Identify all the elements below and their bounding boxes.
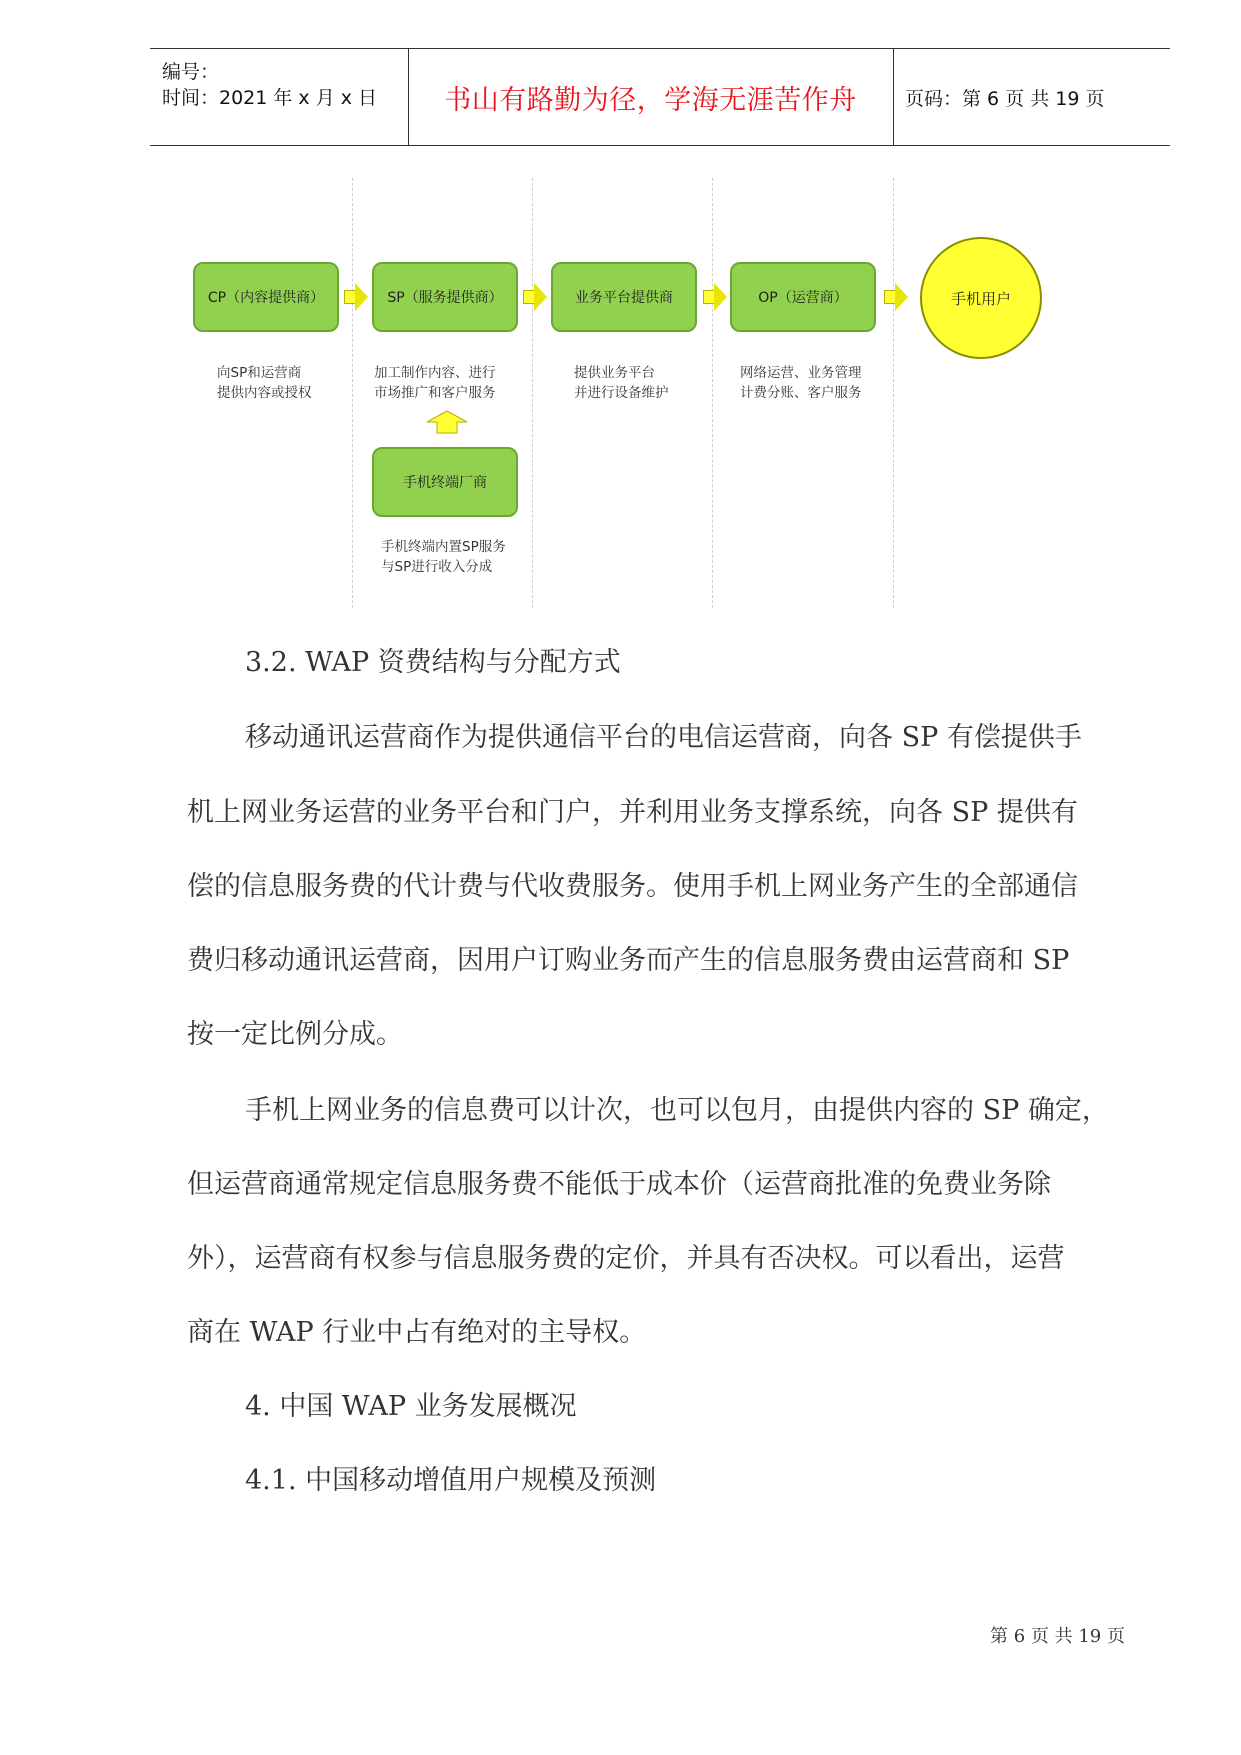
page-label: 页码：第 6 页 共 19 页 (905, 87, 1105, 110)
op-box: OP（运营商） (730, 262, 876, 332)
paragraph-line: 费归移动通讯运营商，因用户订购业务而产生的信息服务费由运营商和 SP (187, 945, 1070, 976)
sp-box: SP（服务提供商） (372, 262, 518, 332)
sp-note: 加工制作内容、进行 市场推广和客户服务 (374, 365, 496, 401)
paragraph-line: 外），运营商有权参与信息服务费的定价，并具有否决权。可以看出，运营 (187, 1243, 1065, 1274)
section-heading: 4.1. 中国移动增值用户规模及预测 (245, 1465, 657, 1496)
platform-note: 提供业务平台 并进行设备维护 (574, 365, 669, 401)
paragraph-line: 偿的信息服务费的代计费与代收费服务。使用手机上网业务产生的全部通信 (187, 871, 1078, 902)
platform-box: 业务平台提供商 (551, 262, 697, 332)
cp-note: 向SP和运营商 提供内容或授权 (217, 365, 312, 401)
page-footer: 第 6 页 共 19 页 (990, 1626, 1125, 1647)
paragraph-line: 移动通讯运营商作为提供通信平台的电信运营商，向各 SP 有偿提供手 (245, 722, 1082, 753)
value-chain-diagram (0, 0, 1241, 620)
divider-line (532, 178, 533, 608)
divider-line (352, 178, 353, 608)
time-label: 时间：2021 年 x 月 x 日 (162, 87, 378, 109)
section-heading: 3.2. WAP 资费结构与分配方式 (245, 647, 621, 678)
paragraph-line: 手机上网业务的信息费可以计次，也可以包月，由提供内容的 SP 确定， (245, 1095, 1109, 1126)
divider-line (712, 178, 713, 608)
mobile-user-circle: 手机用户 (920, 237, 1042, 359)
number-label: 编号： (162, 61, 220, 83)
paragraph-line: 按一定比例分成。 (187, 1019, 403, 1050)
divider-line (893, 178, 894, 608)
up-arrow-icon (425, 410, 469, 434)
op-note: 网络运营、业务管理 计费分账、客户服务 (740, 365, 862, 401)
section-heading: 4. 中国 WAP 业务发展概况 (245, 1391, 577, 1422)
cp-box: CP（内容提供商） (193, 262, 339, 332)
paragraph-line: 商在 WAP 行业中占有绝对的主导权。 (187, 1317, 647, 1348)
paragraph-line: 机上网业务运营的业务平台和门户，并利用业务支撑系统，向各 SP 提供有 (187, 797, 1078, 828)
terminal-note: 手机终端内置SP服务 与SP进行收入分成 (381, 539, 506, 575)
paragraph-line: 但运营商通常规定信息服务费不能低于成本价（运营商批准的免费业务除 (187, 1169, 1051, 1200)
terminal-box: 手机终端厂商 (372, 447, 518, 517)
motto: 书山有路勤为径，学海无涯苦作舟 (444, 84, 857, 116)
